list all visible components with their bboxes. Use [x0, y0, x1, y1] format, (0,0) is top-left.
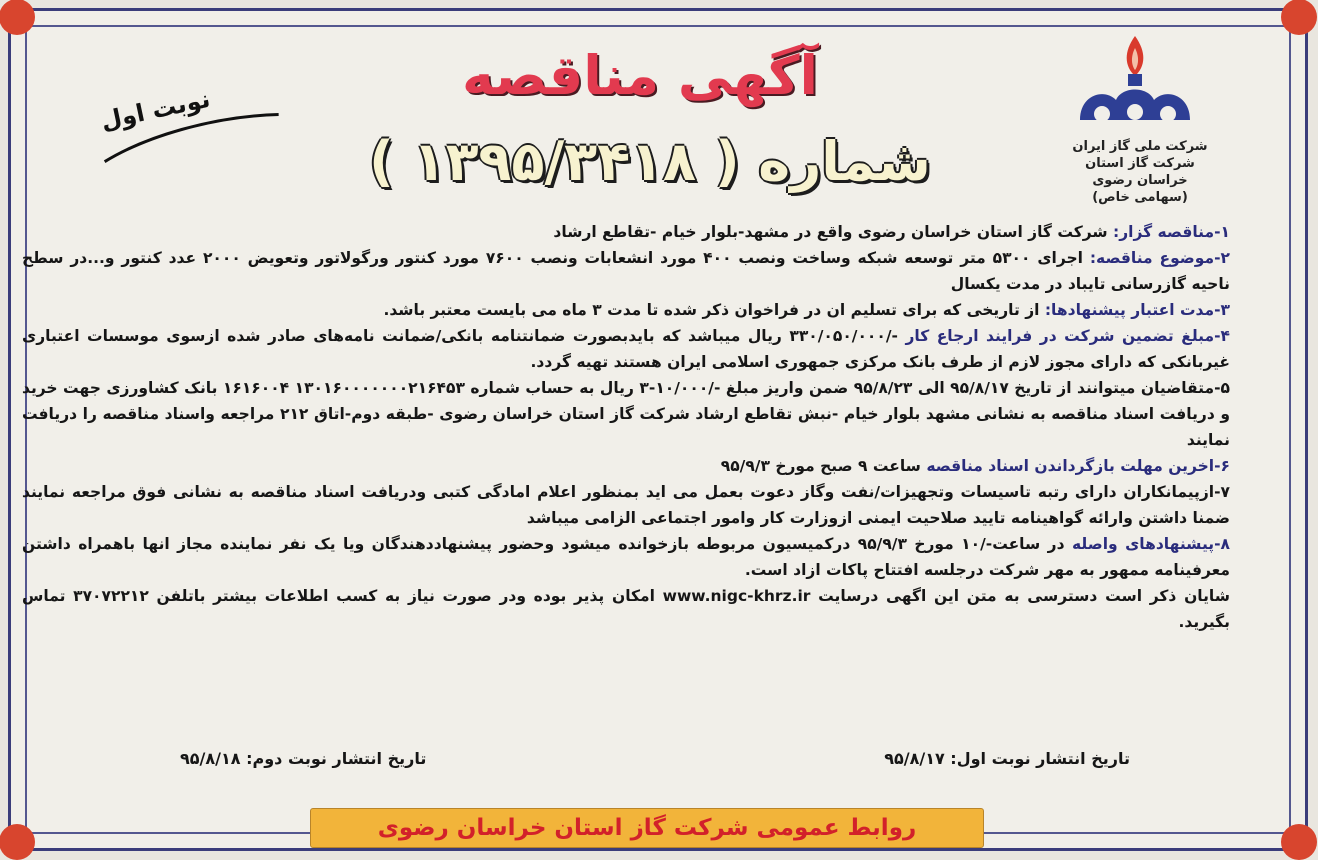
item-text: ۵-متقاضیان میتوانند از تاریخ ۹۵/۸/۱۷ الی ۹۵/۸/۲۳ ضمن واریز مبلغ -/۱۰/۰۰۰-۳ ریال به حساب شماره ۱۳۰۱۶۰۰۰۰۰۰۰۲۱۶۴۵۳ ۱۶۱۶۰۰۴ بانک کشاورزی جهت خرید و دریافت اسناد مناقصه به نشانی مشهد بلوار خیام -نبش تقاطع ارشاد شرکت گاز استان خراسان رضوی -طبقه دوم-اتاق ۲۱۲ مراجعه واسناد مناقصه را دریافت نمایند	[22, 379, 1231, 449]
second-publish-date: تاریخ انتشار نوبت دوم: ۹۵/۸/۱۸	[180, 749, 427, 768]
item-text: از تاریخی که برای تسلیم ان در فراخوان ذکر شده تا مدت ۳ ماه می بایست معتبر باشد.	[383, 301, 1045, 319]
item-text: شرکت گاز استان خراسان رضوی واقع در مشهد-بلوار خیام -تقاطع ارشاد	[553, 223, 1114, 241]
footer-banner: روابط عمومی شرکت گاز استان خراسان رضوی	[310, 808, 984, 848]
tender-item	[22, 375, 1230, 453]
tender-item	[22, 453, 1230, 479]
company-line: (سهامی خاص)	[1092, 190, 1188, 205]
first-publish-date: تاریخ انتشار نوبت اول: ۹۵/۸/۱۷	[884, 749, 1130, 768]
tender-item	[22, 297, 1230, 323]
ad-title: آگهی مناقصه	[461, 44, 819, 107]
item-text: در ساعت-/۱۰ مورخ ۹۵/۹/۳ درکمیسیون مربوطه بازخوانده میشود وحضور پیشنهاددهندگان ویا یک نفر نماینده مجاز انها باهمراه داشتن معرفینامه ممهور به مهر شرکت درجلسه افتتاح پاکات ازاد است.	[22, 535, 1230, 579]
tender-item	[22, 479, 1230, 531]
item-label: ۸-پیشنهادهای واصله	[1071, 535, 1230, 553]
item-text: -/۳۳۰/۰۵۰/۰۰۰ ریال میباشد که بایدبصورت ضمانتنامه بانکی/ضمانت نامه‌های صادر شده ازسوی موسسات اعتباری غیربانکی که دارای مجوز لازم از طرف بانک مرکزی جمهوری اسلامی ایران هستند تهیه گردد.	[22, 327, 1230, 371]
tender-item	[22, 583, 1230, 635]
corner-ornament	[1281, 824, 1317, 860]
item-label: ۶-اخرین مهلت بازگرداندن اسناد مناقصه	[926, 457, 1230, 475]
company-line: شرکت ملی گاز ایران	[1072, 139, 1208, 154]
item-label: ۲-موضوع مناقصه:	[1089, 249, 1230, 267]
item-text: ساعت ۹ صبح مورخ ۹۵/۹/۳	[720, 457, 927, 475]
item-label: ۳-مدت اعتبار پیشنهادها:	[1044, 301, 1230, 319]
tender-item	[22, 245, 1230, 297]
tender-item	[22, 531, 1230, 583]
nigc-logo-icon	[1060, 28, 1210, 138]
tender-item	[22, 323, 1230, 375]
item-label: ۴-مبلغ تضمین شرکت در فرایند ارجاع کار	[905, 327, 1230, 345]
tender-number: شماره ( ۱۳۹۵/۳۴۱۸ )	[369, 130, 931, 193]
corner-ornament	[1281, 0, 1317, 35]
item-text: ۷-ازپیمانکاران دارای رتبه تاسیسات وتجهیزات/نفت وگاز دعوت بعمل می اید بمنظور اعلام امادگی کتبی ودریافت اسناد مناقصه به نشانی فوق مراجعه نمایند ضمنا داشتن وارائه گواهینامه تایید صلاحیت ایمنی ازوزارت کار وامور اجتماعی الزامی میباشد	[22, 483, 1230, 527]
tender-body	[22, 219, 1230, 635]
publish-dates	[180, 749, 1130, 768]
tender-item	[22, 219, 1230, 245]
item-label: ۱-مناقصه گزار:	[1113, 223, 1230, 241]
round-stamp-text: نوبت اول	[98, 84, 213, 136]
company-name	[1060, 138, 1220, 206]
item-text: شایان ذکر است دسترسی به متن این اگهی درسایت www.nigc-khrz.ir امکان پذیر بوده ودر صورت نیاز به کسب اطلاعات بیشتر باتلفن ۳۷۰۷۲۲۱۲ تماس بگیرید.	[22, 587, 1230, 631]
company-line: شرکت گاز استان خراسان رضوی	[1085, 156, 1195, 188]
corner-ornament	[0, 824, 35, 860]
item-text: اجرای ۵۳۰۰ متر توسعه شبکه وساخت ونصب ۴۰۰ مورد انشعابات ونصب ۷۶۰۰ مورد کنتور ورگولاتور وتعویض ۲۰۰۰ عدد کنتور و...در سطح ناحیه گازرسانی تایباد در مدت یکسال	[22, 249, 1230, 293]
